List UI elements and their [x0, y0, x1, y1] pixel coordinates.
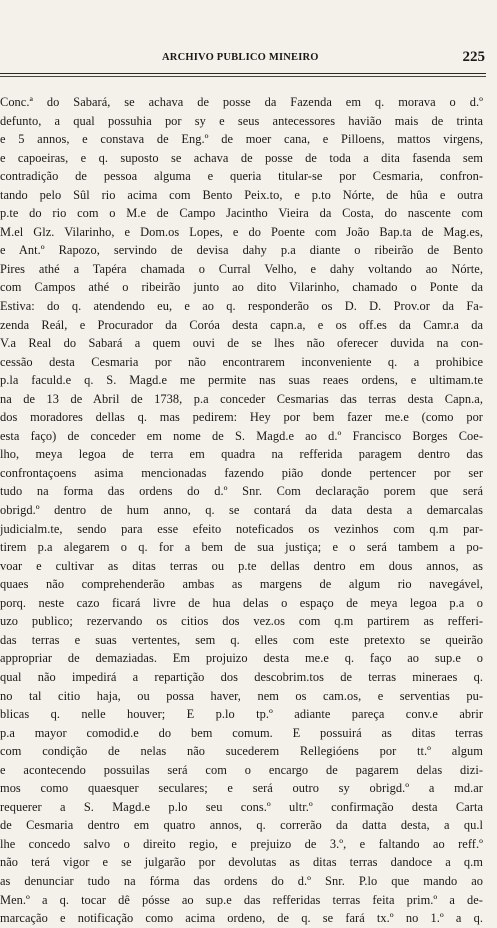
- text-line: na de 13 de Abril de 1738, p.a conceder Cesmarias das terras desta Capn.a,: [0, 391, 483, 406]
- text-line: tirem p.a alegarem o q. for a bem de sua justiça; e o será tambem a po-: [0, 540, 483, 555]
- text-line: mos como quaesquer seculares; e será outro sy obrigd.º a md.ar: [0, 781, 483, 796]
- text-line: tando pelo Sûl rio acima com Bento Peix.to, e p.to Nórte, de hûa e outra: [0, 187, 483, 202]
- header-rule: [0, 73, 486, 74]
- text-line: voar e cultivar as ditas terras ou p.te dellas dentro em dous annos, as: [0, 558, 483, 573]
- text-line: quaes não comprehenderão ambas as margens de algum rio navegável,: [0, 577, 483, 592]
- text-line: p.te do rio com o M.e de Campo Jacintho Vieira da Costa, do nascente com: [0, 206, 483, 221]
- body-text: [0, 93, 483, 928]
- text-line: Estiva: do q. atendendo eu, e ao q. responderão os D. D. Prov.or da Fa-: [0, 299, 483, 314]
- text-line: e Ant.º Rapozo, servindo de devisa dahy p.a diante o ribeirão de Bento: [0, 243, 483, 258]
- text-line: V.a Real do Sabará a quem ouvi de se lhes não oferecer duvida na con-: [0, 336, 483, 351]
- text-line: das terras e suas vertentes, sem q. elles com este pretexto se queirão: [0, 632, 483, 647]
- text-line: e capoeiras, e q. suposto se achava de posse de toda a dita fasenda sem: [0, 150, 483, 165]
- text-line: Conc.ª do Sabará, se achava de posse da Fazenda em q. morava o d.º: [0, 95, 483, 109]
- text-line: tudo na forma das ordens do d.º Snr. Com declaração porem que será: [0, 484, 483, 499]
- text-line: p.a mayor comodid.e do bem comum. E possuirá as ditas terras: [0, 725, 483, 740]
- text-line: qual não impedirá a repartição dos descobrim.tos de terras mineraes q.: [0, 669, 483, 684]
- text-line: confrontaçoens asima mencionadas fazendo pião donde pertencer por ser: [0, 465, 483, 480]
- text-line: appropriar de demaziadas. Em projuizo desta me.e q. faço ao sup.e o: [0, 651, 483, 666]
- text-line: uzo publico; rezervando os citios dos vez.os com q.m partirem as refferi-: [0, 614, 483, 629]
- text-line: no tal citio haja, ou possa haver, nem os cam.os, e serventias pu-: [0, 688, 483, 703]
- text-line: Pires athé a Tapéra chamada o Curral Velho, e dahy voltando ao Nórte,: [0, 261, 483, 276]
- header-rule-thin: [0, 76, 486, 77]
- text-line: não terá vigor e se julgarão por devolutas as ditas terras dandoce a q.m: [0, 855, 483, 870]
- text-line: Men.º a q. tocar dê pósse ao sup.e das refferidas terras feita prim.º a de-: [0, 892, 483, 907]
- text-line: blicas q. nelle houver; E p.lo tp.º adiante pareça conv.e abrir: [0, 707, 483, 722]
- text-line: lhe concedo salvo o direito regio, e prejuizo de 3.º, e faltando ao reff.º: [0, 836, 483, 851]
- text-line: marcação e notificação como acima ordeno, de q. se fará tx.º no 1.º a q.: [0, 911, 483, 926]
- text-line: p.la faculd.e q. S. Magd.e me permite nas suas reaes ordens, e ultimam.te: [0, 373, 483, 388]
- page-header: [0, 48, 497, 68]
- text-line: esta faço) de conceder em nome de S. Magd.e ao d.º Francisco Borges Coe-: [0, 428, 483, 443]
- page-number: 225: [462, 49, 485, 65]
- text-line: judicialm.te, sendo para esse efeito noteficados os vezinhos com q.m par-: [0, 521, 483, 536]
- text-line: as denunciar tudo na fórma das ordens do d.º Snr. P.lo que mando ao: [0, 873, 483, 888]
- text-line: com condição de nelas não sucederem Rellegióens por tt.º algum: [0, 744, 483, 759]
- text-line: zenda Reál, e Procurador da Coróa desta capn.a, e os off.es da Camr.a da: [0, 317, 483, 332]
- text-line: obrigd.º dentro de hum anno, q. se contará da data desta a demarcalas: [0, 503, 483, 518]
- text-line: e 5 annos, e constava de Eng.º de moer cana, e Pilloens, mattos virgens,: [0, 132, 483, 147]
- text-line: e acontecendo possuilas será com o encargo de pagarem delas dizi-: [0, 762, 483, 777]
- running-title: ARCHIVO PUBLICO MINEIRO: [162, 52, 319, 63]
- text-line: defunto, a qual possuhia por sy e seus antecessores havião mais de trinta: [0, 113, 483, 128]
- text-line: M.el Glz. Vilarinho, e Dom.os Lopes, e do Poente com João Bap.ta de Mag.es,: [0, 224, 483, 239]
- text-line: lho, meya legoa de terra em quadra na refferida paragem dentro das: [0, 447, 483, 462]
- text-line: cessão desta Cesmaria por não encontrarem inconveniente q. a prohibice: [0, 354, 483, 369]
- text-line: dos moradores dellas q. mas pedirem: Hey por bem fazer me.e (como por: [0, 410, 483, 425]
- text-line: porq. neste cazo ficará livre de hua delas o espaço de meya legoa p.a o: [0, 595, 483, 610]
- text-line: contradição de pessoa alguma e queria titular-se por Cesmaria, confron-: [0, 169, 483, 184]
- text-line: requerer a S. Magd.e p.lo seu cons.º ultr.º confirmação desta Carta: [0, 799, 483, 814]
- text-line: de Cesmaria dentro em quatro annos, q. correrão da datta desta, a qu.l: [0, 818, 483, 833]
- text-line: com Campos athé o ribeirão junto ao dito Vilarinho, chamado o Ponte da: [0, 280, 483, 295]
